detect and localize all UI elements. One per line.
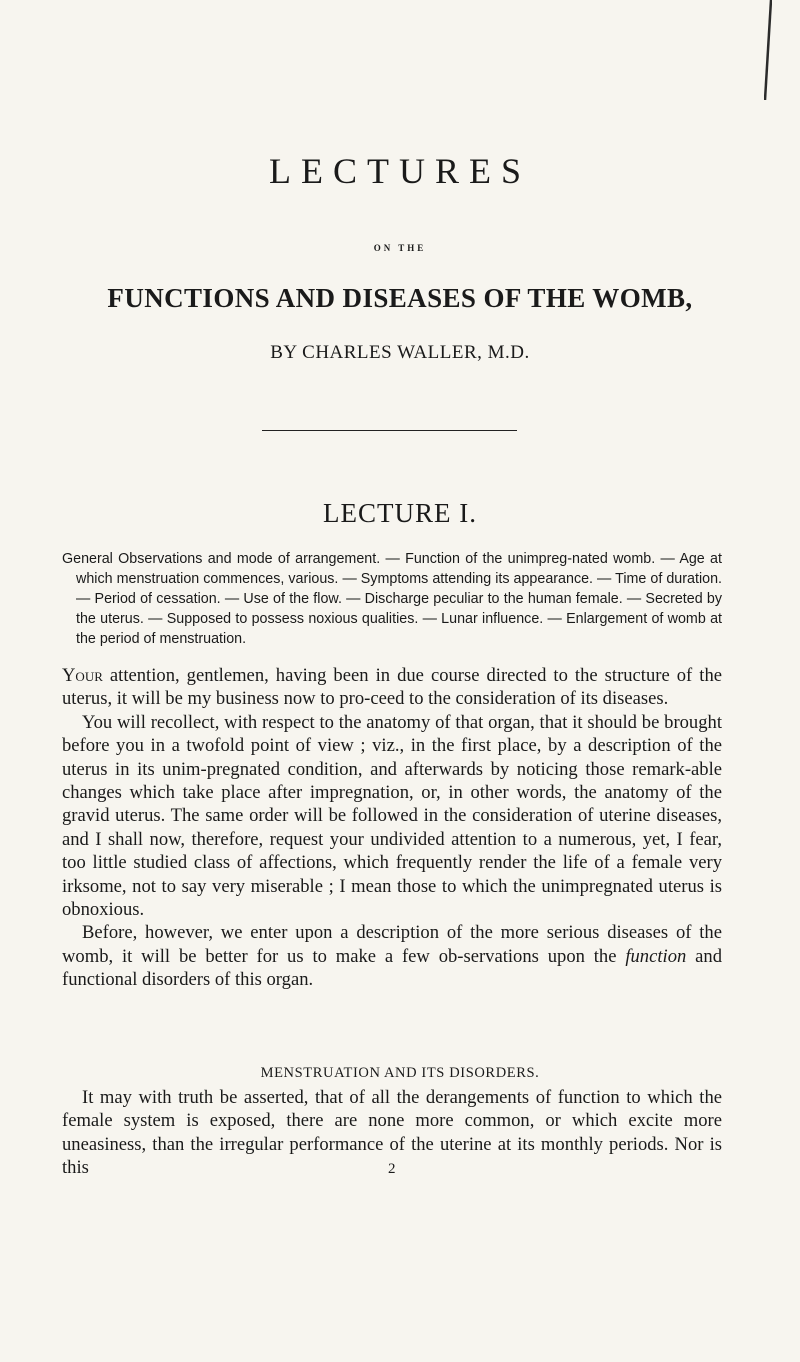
paragraph (62, 664, 722, 711)
paragraph-text: Before, however, we enter upon a description of the more serious diseases of the womb, it will be better for us to make a few ob-servations upon the (62, 922, 722, 967)
divider-rule (262, 430, 517, 431)
paragraph: You will recollect, with respect to the anatomy of that organ, that it should be brought before you in a twofold point of view ; viz., in the first place, by a description of the uterus in its unim-pregnated condition, and afterwards by noticing those remark-able changes which take place after impregnation, or, in other words, the anatomy of the gravid uterus. The same order will be followed in the consideration of uterine diseases, and I shall now, therefore, request your undivided attention to a numerous, yet, I fear, too little studied class of affections, which frequently render the life of a female very irksome, not to say very miserable ; I mean those to which the unimpregnated uterus is obnoxious. (62, 711, 722, 921)
lecture-summary: General Observations and mode of arrangement. — Function of the unimpreg-nated womb. — Age at which menstruation commences, various. — Symptoms attending its appearance. — Time of duration. — Period of cessation. — Use of the flow. — Discharge peculiar to the human female. — Secreted by the uterus. — Supposed to possess noxious qualities. — Lunar influence. — Enlargement of womb at the period of menstruation. (62, 551, 722, 647)
paragraph-text: attention, gentlemen, having been in due course directed to the structure of the uterus, it will be my business now to pro-ceed to the consideration of its diseases. (62, 665, 722, 710)
drop-word: Your (62, 665, 103, 686)
lecture-heading: LECTURE I. (323, 498, 477, 528)
paragraph-text: and functional disorders of this organ. (62, 945, 722, 991)
book-title: LECTURES (268, 151, 531, 191)
book-subtitle: FUNCTIONS AND DISEASES OF THE WOMB, (107, 283, 693, 313)
pen-mark (764, 0, 772, 100)
author-byline: BY CHARLES WALLER, M.D. (270, 342, 530, 363)
lecture-body (62, 664, 722, 992)
paragraph: It may with truth be asserted, that of all the derangements of function to which the female system is exposed, there are none more common, or which excite more uneasiness, than the irregular performance of the uterine at its monthly periods. Nor is this (62, 1087, 722, 1179)
section-heading: MENSTRUATION AND ITS DISORDERS. (260, 1065, 540, 1081)
paragraph (62, 921, 722, 991)
signature-mark: 2 (388, 1161, 396, 1177)
title-connector: ON THE (373, 243, 427, 253)
italic-term: function (625, 945, 687, 967)
